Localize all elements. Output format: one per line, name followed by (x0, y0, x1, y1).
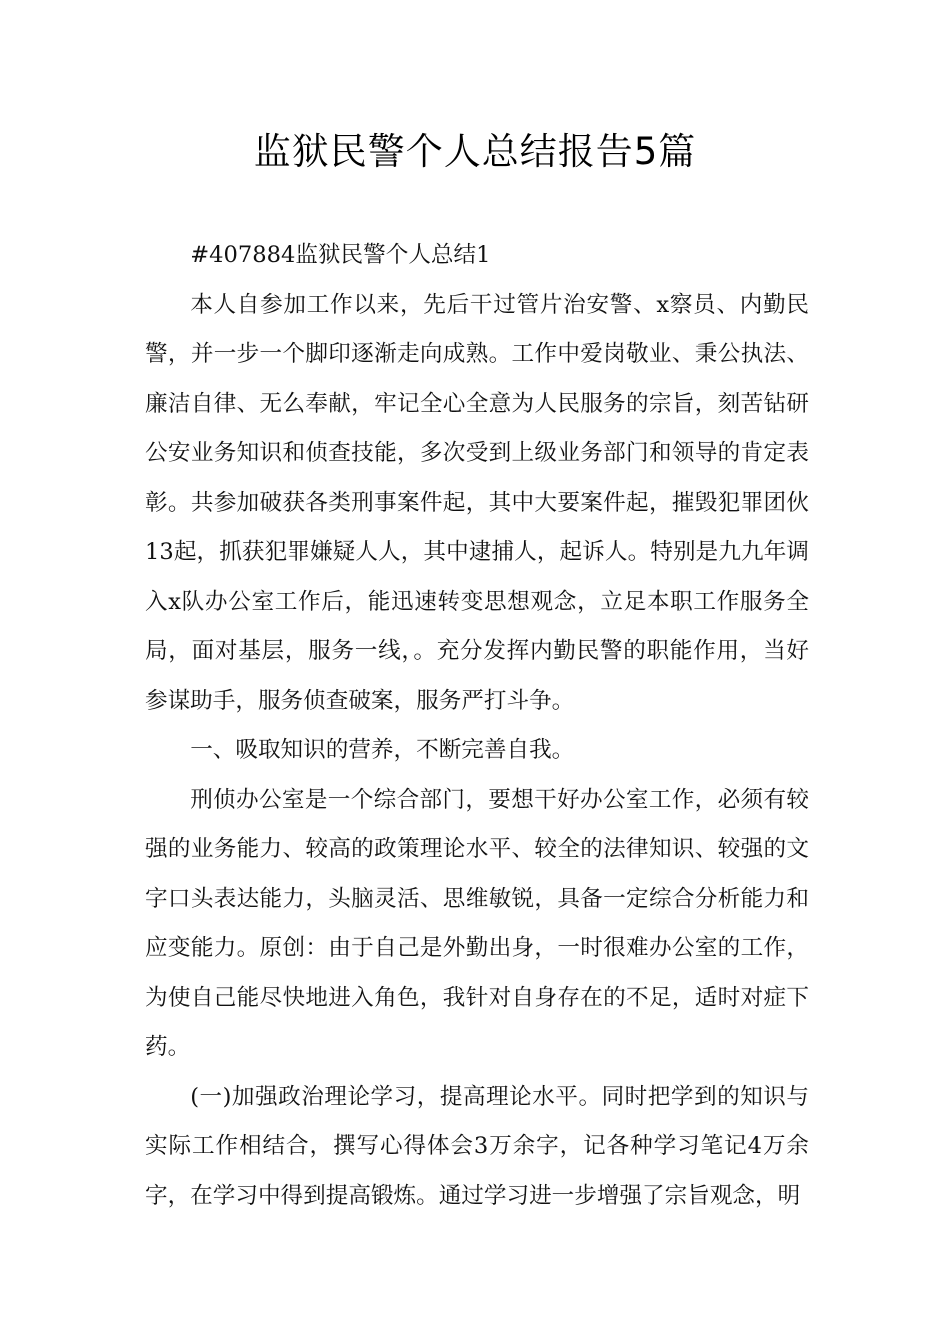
document-body (145, 231, 809, 1221)
paragraph: 本人自参加工作以来，先后干过管片治安警、x察员、内勤民警，并一步一个脚印逐渐走向成熟。工作中爱岗敬业、秉公执法、廉洁自律、无么奉献，牢记全心全意为人民服务的宗旨，刻苦钻研公安业务知识和侦查技能，多次受到上级业务部门和领导的肯定表彰。共参加破获各类刑事案件起，其中大要案件起，摧毁犯罪团伙13起，抓获犯罪嫌疑人人，其中逮捕人，起诉人。特别是九九年调入x队办公室工作后，能迅速转变思想观念，立足本职工作服务全局，面对基层，服务一线，。充分发挥内勤民警的职能作用，当好参谋助手，服务侦查破案，服务严打斗争。 (145, 291, 809, 714)
paragraph-section-heading: #407884监狱民警个人总结1 (190, 242, 491, 268)
paragraph-subheading: 一、吸取知识的营养，不断完善自我。 (190, 737, 575, 763)
paragraph: (一)加强政治理论学习，提高理论水平。同时把学到的知识与实际工作相结合，撰写心得体会3万余字，记各种学习笔记4万余字，在学习中得到提高锻炼。通过学习进一步增强了宗旨观念，明 (145, 1083, 809, 1209)
document-title: 监狱民警个人总结报告5篇 (253, 130, 697, 173)
paragraph: 刑侦办公室是一个综合部门，要想干好办公室工作，必须有较强的业务能力、较高的政策理论水平、较全的法律知识、较强的文字口头表达能力，头脑灵活、思维敏锐，具备一定综合分析能力和应变能力。原创：由于自己是外勤出身，一时很难办公室的工作，为使自己能尽快地进入角色，我针对自身存在的不足，适时对症下药。 (145, 786, 809, 1060)
